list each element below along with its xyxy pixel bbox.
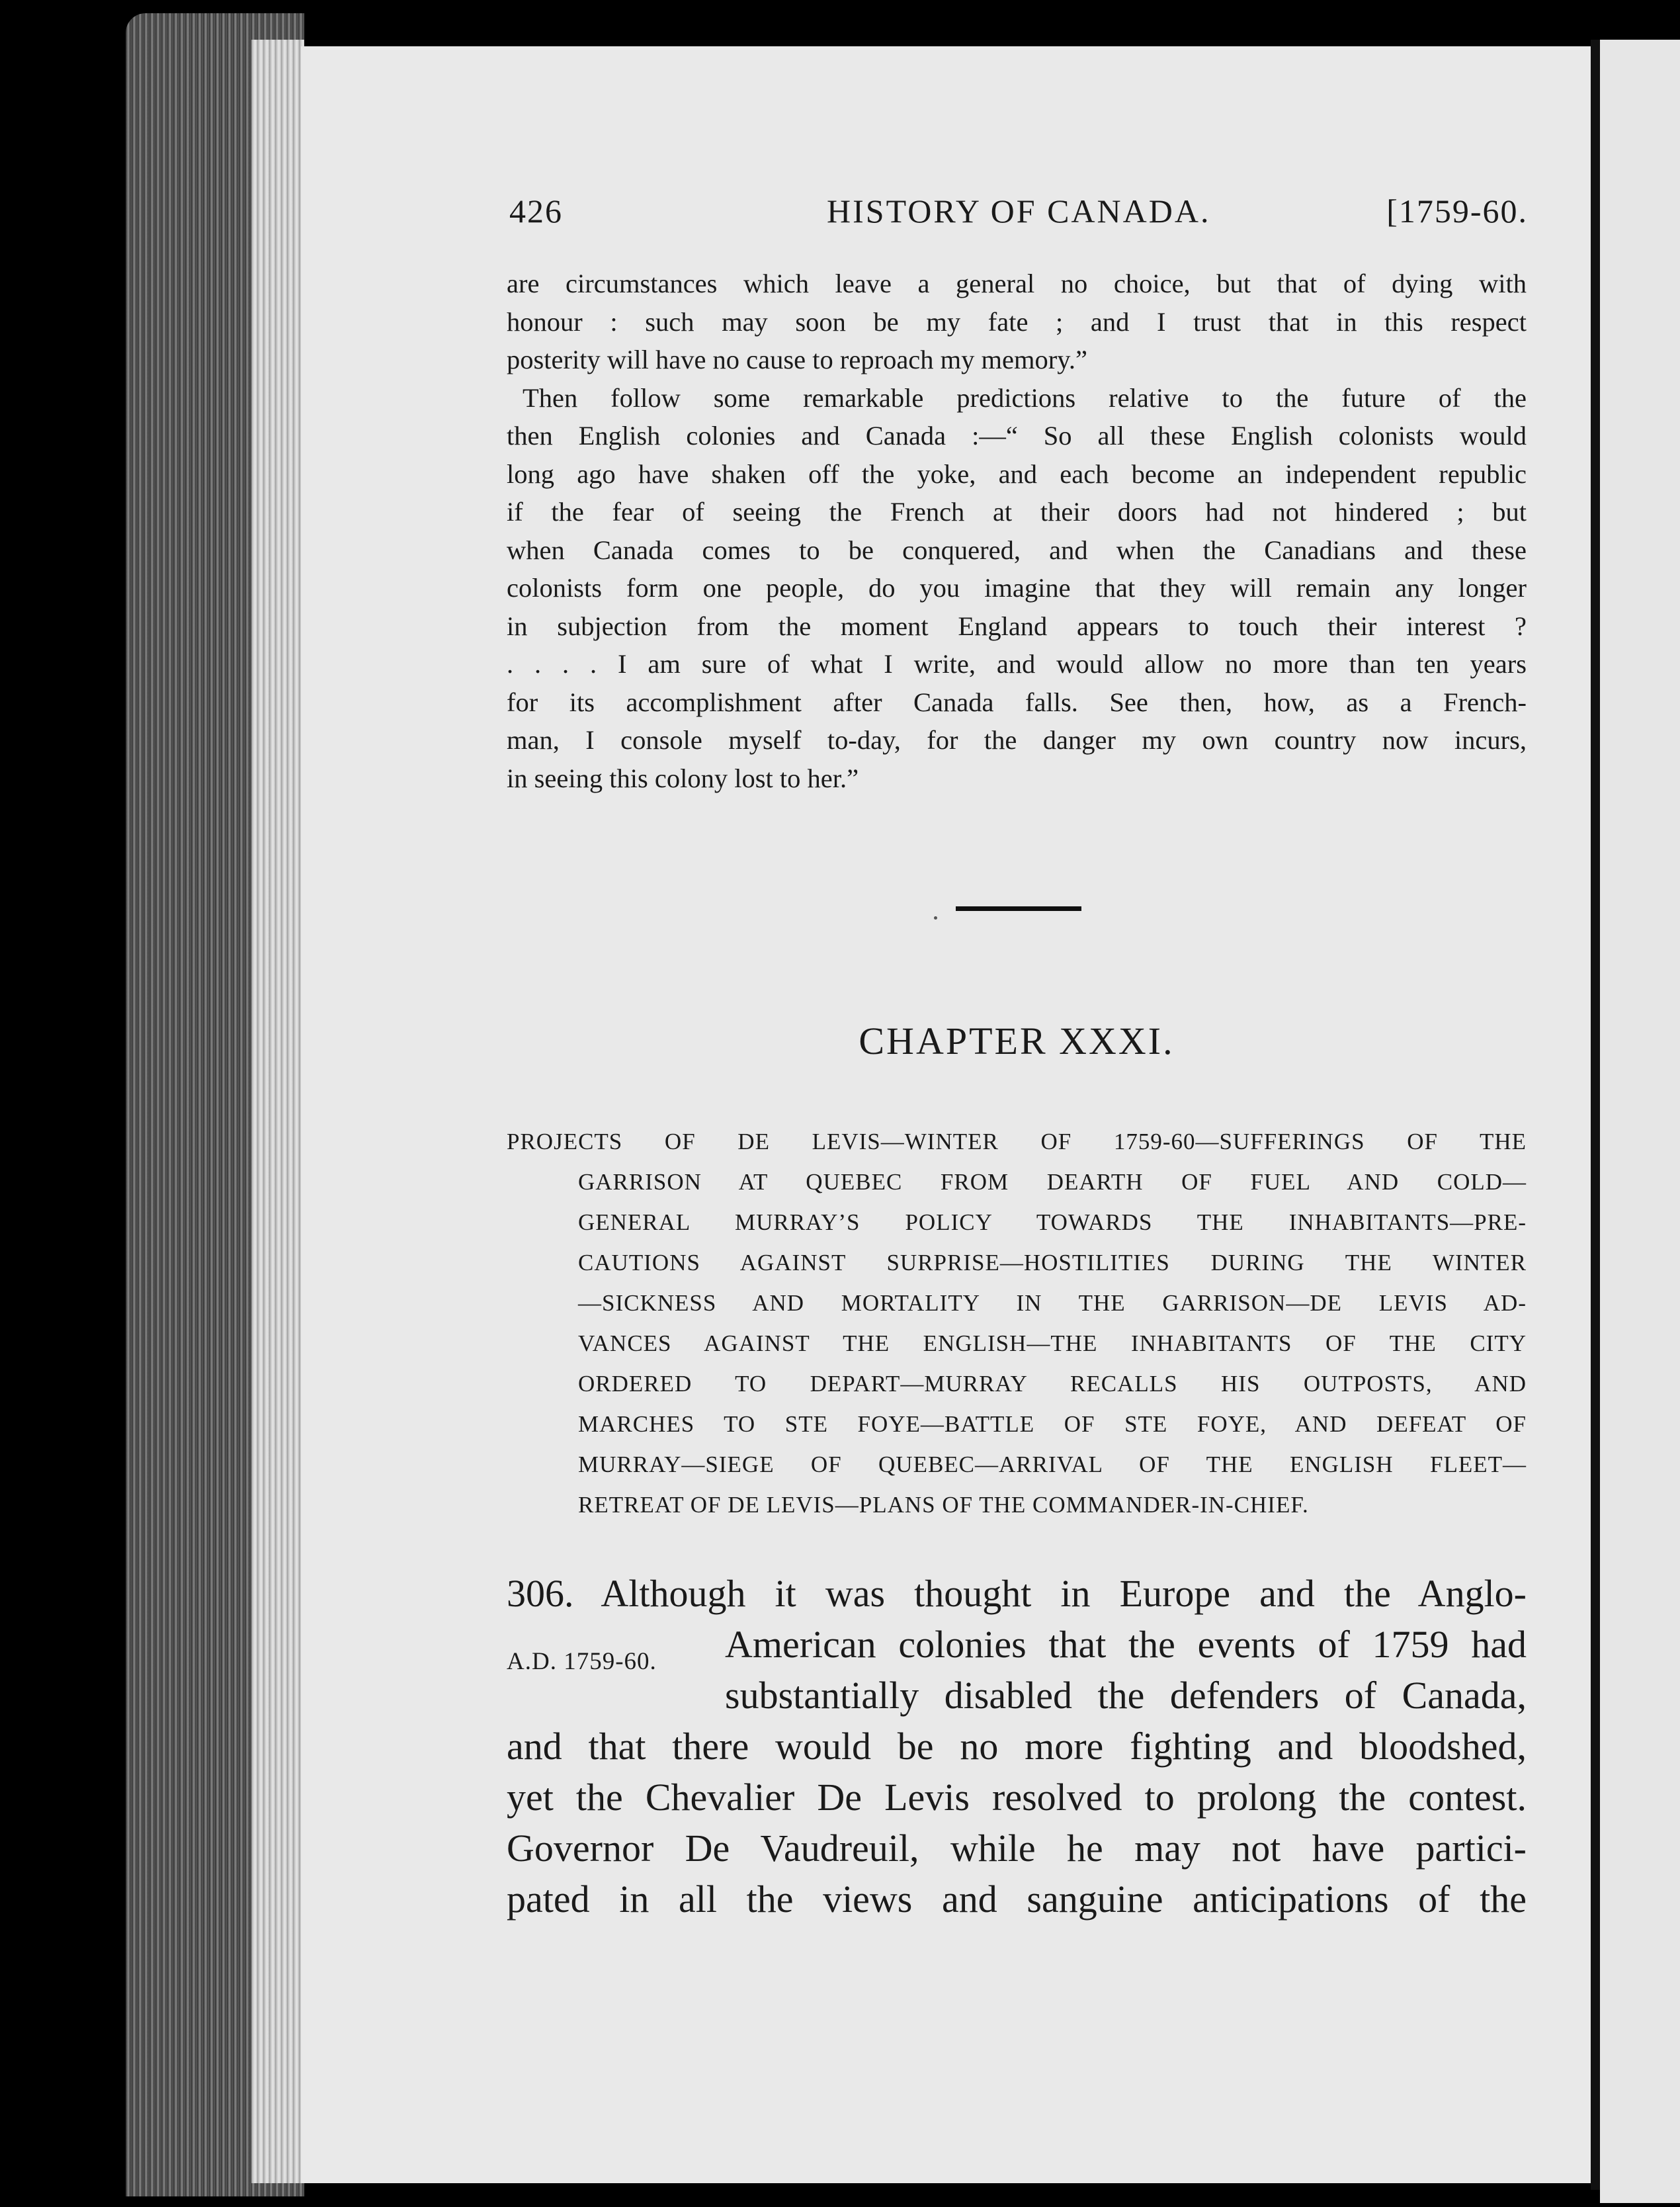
- body-line: long ago have shaken off the yoke, and each become an independent republic: [507, 458, 1527, 489]
- running-title: HISTORY OF CANADA.: [827, 193, 1211, 230]
- body-line: are circumstances which leave a general no choice, but that of dying with: [507, 269, 1527, 298]
- body-line: posterity will have no cause to reproach my memory.”: [507, 345, 1087, 374]
- synopsis-line: VANCES AGAINST THE ENGLISH—THE INHABITANTS OF THE CITY: [578, 1330, 1527, 1356]
- paragraph-line: pated in all the views and sanguine anticipations of the: [507, 1878, 1527, 1921]
- body-text: [507, 265, 1527, 797]
- page-number: 426: [509, 193, 563, 230]
- synopsis-line: CAUTIONS AGAINST SURPRISE—HOSTILITIES DURING THE WINTER: [578, 1250, 1527, 1276]
- paragraph-line: substantially disabled the defenders of Canada,: [725, 1674, 1527, 1717]
- body-line: when Canada comes to be conquered, and when the Canadians and these: [507, 535, 1527, 565]
- paragraph-line: American colonies that the events of 1759 had: [725, 1623, 1527, 1666]
- paragraph-line: 306. Although it was thought in Europe and the Anglo-: [507, 1572, 1527, 1615]
- body-line: honour : such may soon be my fate ; and I trust that in this respect: [507, 306, 1527, 337]
- body-line: colonists form one people, do you imagine that they will remain any longer: [507, 573, 1527, 603]
- paragraph-306: [507, 1568, 1527, 1925]
- section-divider-rule: [956, 906, 1081, 911]
- synopsis-line: —SICKNESS AND MORTALITY IN THE GARRISON—DE LEVIS AD-: [578, 1290, 1527, 1316]
- gutter-shadow: [1591, 40, 1600, 2190]
- running-date-range: [1759-60.: [1386, 193, 1528, 230]
- margin-date-note: A.D. 1759-60.: [507, 1648, 657, 1675]
- body-line: for its accomplishment after Canada falls. See then, how, as a French-: [507, 687, 1527, 717]
- paragraph-line: yet the Chevalier De Levis resolved to prolong the contest.: [507, 1776, 1527, 1819]
- synopsis-line: ORDERED TO DEPART—MURRAY RECALLS HIS OUTPOSTS, AND: [578, 1371, 1527, 1397]
- synopsis-line: MARCHES TO STE FOYE—BATTLE OF STE FOYE, AND DEFEAT OF: [578, 1411, 1527, 1437]
- chapter-synopsis: [507, 1121, 1527, 1525]
- body-line: in subjection from the moment England appears to touch their interest ?: [507, 611, 1527, 641]
- paragraph-line: and that there would be no more fighting and bloodshed,: [507, 1725, 1527, 1768]
- body-line: Then follow some remarkable predictions relative to the future of the: [523, 382, 1527, 413]
- synopsis-line: PROJECTS OF DE LEVIS—WINTER OF 1759-60—SUFFERINGS OF THE: [507, 1129, 1527, 1154]
- body-line: . . . . I am sure of what I write, and would allow no more than ten years: [507, 649, 1527, 679]
- body-line: in seeing this colony lost to her.”: [507, 763, 859, 793]
- running-head: [509, 192, 1528, 238]
- body-line: if the fear of seeing the French at their doors had not hindered ; but: [507, 497, 1527, 527]
- synopsis-line: GARRISON AT QUEBEC FROM DEARTH OF FUEL AND COLD—: [578, 1169, 1527, 1195]
- body-line: then English colonies and Canada :—“ So all these English colonists would: [507, 421, 1527, 451]
- speck: [934, 916, 937, 920]
- synopsis-line: MURRAY—SIEGE OF QUEBEC—ARRIVAL OF THE ENGLISH FLEET—: [578, 1451, 1527, 1477]
- synopsis-line: GENERAL MURRAY’S POLICY TOWARDS THE INHABITANTS—PRE-: [578, 1209, 1527, 1235]
- body-line: man, I console myself to-day, for the danger my own country now incurs,: [507, 725, 1527, 755]
- synopsis-line: RETREAT OF DE LEVIS—PLANS OF THE COMMANDER-IN-CHIEF.: [578, 1492, 1309, 1518]
- chapter-title: CHAPTER XXXI.: [859, 1019, 1175, 1062]
- facing-page-edge: [1600, 40, 1680, 2203]
- paragraph-line: Governor De Vaudreuil, while he may not have partici-: [507, 1827, 1527, 1870]
- book-page-edges-light: [251, 40, 304, 2183]
